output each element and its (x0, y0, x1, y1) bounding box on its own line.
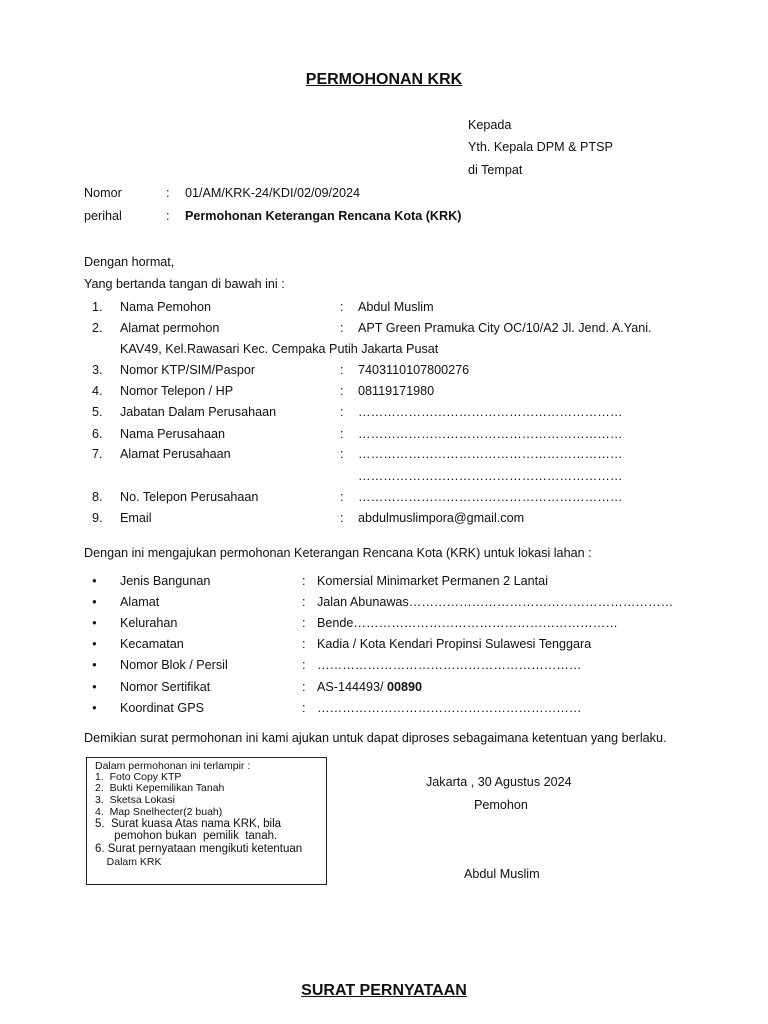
item-value: ……………………………………………………… (358, 490, 623, 504)
next-section-title: SURAT PERNYATAAN (301, 982, 467, 999)
item-separator: : (340, 384, 344, 398)
item-value-continuation: ……………………………………………………… (358, 469, 623, 483)
nomor-label: Nomor (84, 186, 122, 200)
intro-text: Yang bertanda tangan di bawah ini : (84, 277, 285, 291)
item-separator: : (340, 363, 344, 377)
attachment-item: Dalam KRK (95, 856, 162, 868)
item-separator: : (340, 490, 344, 504)
item-separator: : (302, 637, 306, 651)
item-number: 6. (92, 427, 103, 441)
item-value (317, 680, 422, 695)
perihal-label: perihal (84, 209, 122, 223)
bullet-icon: ● (92, 703, 97, 712)
item-label: No. Telepon Perusahaan (120, 490, 259, 504)
item-label: Email (120, 511, 152, 525)
nomor-separator: : (166, 186, 170, 200)
attachment-item: 1. Foto Copy KTP (95, 771, 182, 783)
item-number: 7. (92, 447, 103, 461)
item-value: abdulmuslimpora@gmail.com (358, 511, 525, 525)
item-label: Nomor Blok / Persil (120, 658, 228, 672)
item-value: ……………………………………………………… (358, 405, 623, 419)
attachment-item: 2. Bukti Kepemilikan Tanah (95, 782, 225, 794)
item-label: Nomor Telepon / HP (120, 384, 234, 398)
item-number: 3. (92, 363, 103, 377)
perihal-value: Permohonan Keterangan Rencana Kota (KRK) (185, 209, 462, 223)
item-label: Nomor Sertifikat (120, 680, 211, 694)
item-value: Jalan Abunawas……………………………………………………… (317, 595, 674, 609)
item-label: Jenis Bangunan (120, 574, 211, 588)
item-label: Alamat permohon (120, 321, 220, 335)
perihal-separator: : (166, 209, 170, 223)
item-value: Bende……………………………………………………… (317, 616, 618, 630)
item-separator: : (340, 321, 344, 335)
recipient-line-3: di Tempat (468, 163, 523, 177)
nomor-value: 01/AM/KRK-24/KDI/02/09/2024 (185, 186, 361, 200)
recipient-line-2: Yth. Kepala DPM & PTSP (468, 140, 613, 154)
item-number: 1. (92, 300, 103, 314)
item-value: ……………………………………………………… (358, 427, 623, 441)
item-value: ……………………………………………………… (317, 701, 582, 715)
signature-place-date: Jakarta , 30 Agustus 2024 (426, 775, 572, 789)
item-label: Koordinat GPS (120, 701, 205, 715)
certificate-prefix: AS-144493/ (317, 680, 388, 694)
item-value: Komersial Minimarket Permanen 2 Lantai (317, 574, 548, 588)
bullet-icon: ● (92, 682, 97, 691)
attachment-item: 6. Surat pernyataan mengikuti ketentuan (95, 843, 303, 855)
item-label: Alamat (120, 595, 160, 609)
closing-text: Demikian surat permohonan ini kami ajukan untuk dapat diproses sebagaimana ketentuan yang berlaku. (84, 731, 667, 745)
bullet-icon: ● (92, 639, 97, 648)
bullet-icon: ● (92, 576, 97, 585)
certificate-number: 00890 (387, 680, 423, 694)
item-separator: : (302, 680, 306, 694)
item-separator: : (302, 574, 306, 588)
item-separator: : (302, 616, 306, 630)
item-number: 4. (92, 384, 103, 398)
item-separator: : (340, 427, 344, 441)
greeting: Dengan hormat, (84, 255, 175, 269)
recipient-line-1: Kepada (468, 118, 512, 132)
item-label: Jabatan Dalam Perusahaan (120, 405, 277, 419)
bullet-icon: ● (92, 618, 97, 627)
attachment-item: 5. Surat kuasa Atas nama KRK, bila (95, 818, 282, 830)
item-label: Kecamatan (120, 637, 184, 651)
item-label: Nama Perusahaan (120, 427, 226, 441)
item-number: 5. (92, 405, 103, 419)
signature-role: Pemohon (474, 798, 528, 812)
item-label: Nama Pemohon (120, 300, 212, 314)
item-value: 08119171980 (358, 384, 435, 398)
signature-name: Abdul Muslim (464, 867, 540, 881)
item-separator: : (340, 300, 344, 314)
attachments-heading: Dalam permohonan ini terlampir : (95, 760, 251, 772)
bullet-icon: ● (92, 660, 97, 669)
item-separator: : (302, 701, 306, 715)
item-number: 2. (92, 321, 103, 335)
item-value-continuation: KAV49, Kel.Rawasari Kec. Cempaka Putih Jakarta Pusat (120, 342, 439, 356)
attachment-item: 4. Map Snelhecter(2 buah) (95, 806, 223, 818)
item-label: Alamat Perusahaan (120, 447, 231, 461)
item-separator: : (340, 405, 344, 419)
bullet-icon: ● (92, 597, 97, 606)
item-label: Kelurahan (120, 616, 178, 630)
item-value: Kadia / Kota Kendari Propinsi Sulawesi Tenggara (317, 637, 592, 651)
item-separator: : (302, 595, 306, 609)
item-value: APT Green Pramuka City OC/10/A2 Jl. Jend. A.Yani. (358, 321, 652, 335)
attachment-item: 3. Sketsa Lokasi (95, 794, 175, 806)
item-separator: : (302, 658, 306, 672)
page-title: PERMOHONAN KRK (305, 71, 463, 88)
item-value: Abdul Muslim (358, 300, 434, 314)
item-separator: : (340, 511, 344, 525)
item-number: 9. (92, 511, 103, 525)
item-number: 8. (92, 490, 103, 504)
attachment-item: pemohon bukan pemilik tanah. (95, 830, 278, 842)
item-value: ……………………………………………………… (317, 658, 582, 672)
item-label: Nomor KTP/SIM/Paspor (120, 363, 256, 377)
item-separator: : (340, 447, 344, 461)
request-intro: Dengan ini mengajukan permohonan Keterangan Rencana Kota (KRK) untuk lokasi lahan : (84, 546, 592, 560)
item-value: ……………………………………………………… (358, 447, 623, 461)
item-value: 7403110107800276 (358, 363, 470, 377)
